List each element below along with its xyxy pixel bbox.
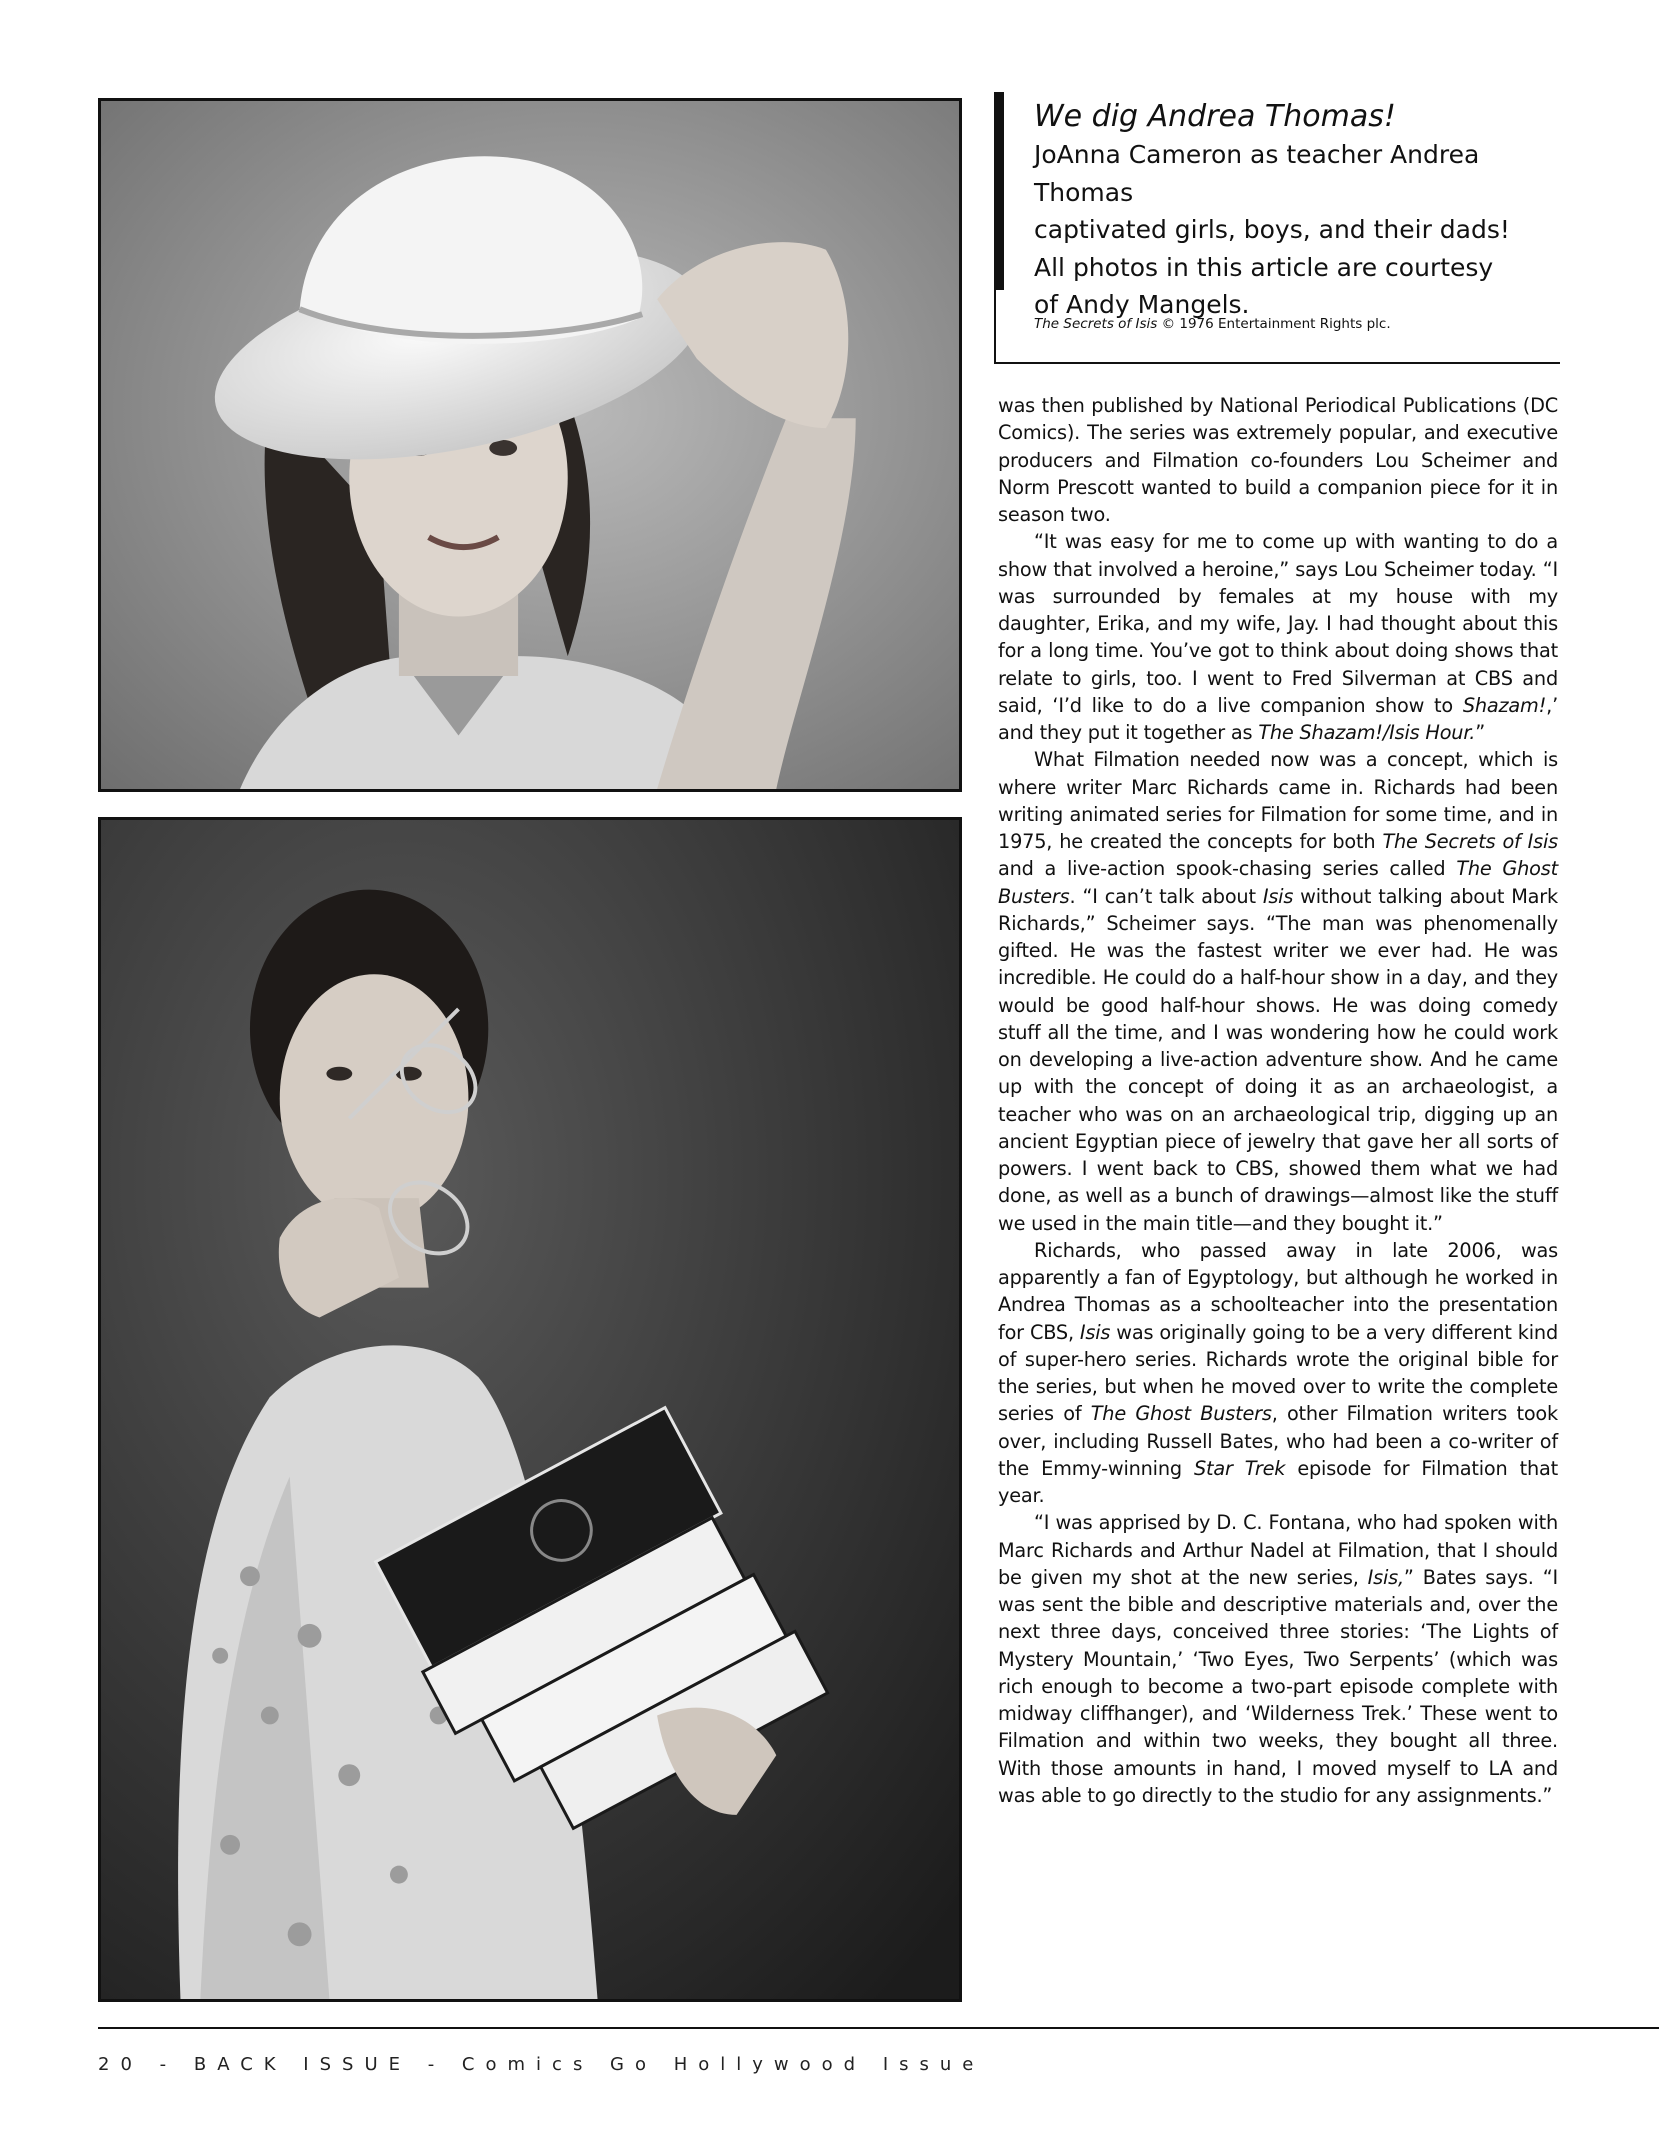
article-paragraph: What Filmation needed now was a concept, which is where writer Marc Richards came in. Richards had been writing animated series for Filmation for some time, and in 1975, he created the concepts for both The Secrets of Isis and a live-action spook-chasing series called The Ghost Busters. “I can’t talk about Isis without talking about Mark Richards,” Scheimer says. “The man was phenomenally gifted. He was the fastest writer we ever had. He was incredible. He could do a half-hour show in a day, and they would be good half-hour shows. He was doing comedy stuff all the time, and I was wondering how he could work on developing a live-action adventure show. And he came up with the concept of doing it as an archaeologist, a teacher who was on an archaeological trip, digging up an ancient Egyptian piece of jewelry that gave her all sorts of powers. I went back to CBS, showed them what we had done, as well as a bunch of drawings—almost like the stuff we used in the main title—and they bought it.” bbox=[998, 748, 1559, 1235]
article-column bbox=[998, 392, 1558, 1809]
photo-woman-in-hat bbox=[98, 98, 962, 792]
page-footer: 20 - BACK ISSUE - Comics Go Hollywood Issue bbox=[98, 2054, 985, 2075]
credit-copyright: © 1976 Entertainment Rights plc. bbox=[1157, 316, 1391, 332]
caption-line: of Andy Mangels. bbox=[1034, 290, 1250, 320]
caption-line: JoAnna Cameron as teacher Andrea Thomas bbox=[1034, 140, 1480, 207]
caption-credit bbox=[1034, 316, 1391, 332]
caption-body bbox=[1034, 136, 1554, 324]
photo-caption-box bbox=[994, 92, 1560, 364]
credit-title: The Secrets of Isis bbox=[1034, 316, 1158, 332]
caption-line: All photos in this article are courtesy bbox=[1034, 252, 1494, 282]
article-paragraph: “It was easy for me to come up with wanting to do a show that involved a heroine,” says Lou Scheimer today. “I was surrounded by females at my house with my daughter, Erika, and my wife, Jay. I had thought about this for a long time. You’ve got to think about doing shows that relate to girls, too. I went to Fred Silverman at CBS and said, ‘I’d like to do a live companion show to Shazam!,’ and they put it together as The Shazam!/Isis Hour.” bbox=[998, 530, 1558, 744]
photo-woman-with-books-image bbox=[101, 820, 959, 1999]
photo-woman-in-hat-image bbox=[101, 101, 959, 789]
footer-rule bbox=[98, 2027, 1659, 2029]
article-paragraph: “I was apprised by D. C. Fontana, who had spoken with Marc Richards and Arthur Nadel at Filmation, that I should be given my shot at the new series, Isis,” Bates says. “I was sent the bible and descriptive materials and, over the next three days, conceived three stories: ‘The Lights of Mystery Mountain,’ ‘Two Eyes, Two Serpents’ (which was rich enough to become a two-part episode complete with midway cliffhanger), and ‘Wilderness Trek.’ These went to Filmation and within two weeks, they bought all three. With those amounts in hand, I moved myself to LA and was able to go directly to the studio for any assignments.” bbox=[998, 1511, 1558, 1807]
caption-bottom-rule bbox=[994, 362, 1560, 364]
photo-woman-with-books bbox=[98, 817, 962, 2002]
caption-accent-bar bbox=[994, 92, 1004, 290]
caption-line: captivated girls, boys, and their dads! bbox=[1034, 215, 1510, 245]
article-paragraph: was then published by National Periodical Publications (DC Comics). The series was extremely popular, and executive producers and Filmation co-founders Lou Scheimer and Norm Prescott wanted to build a companion piece for it in season two. bbox=[998, 394, 1558, 526]
article-paragraph: Richards, who passed away in late 2006, was apparently a fan of Egyptology, but although he worked in Andrea Thomas as a schoolteacher into the presentation for CBS, Isis was originally going to be a very different kind of super-hero series. Richards wrote the original bible for the series, but when he moved over to write the complete series of The Ghost Busters, other Filmation writers took over, including Russell Bates, who had been a co-writer of the Emmy-winning Star Trek episode for Filmation that year. bbox=[998, 1238, 1558, 1507]
caption-title: We dig Andrea Thomas! bbox=[1034, 99, 1396, 134]
